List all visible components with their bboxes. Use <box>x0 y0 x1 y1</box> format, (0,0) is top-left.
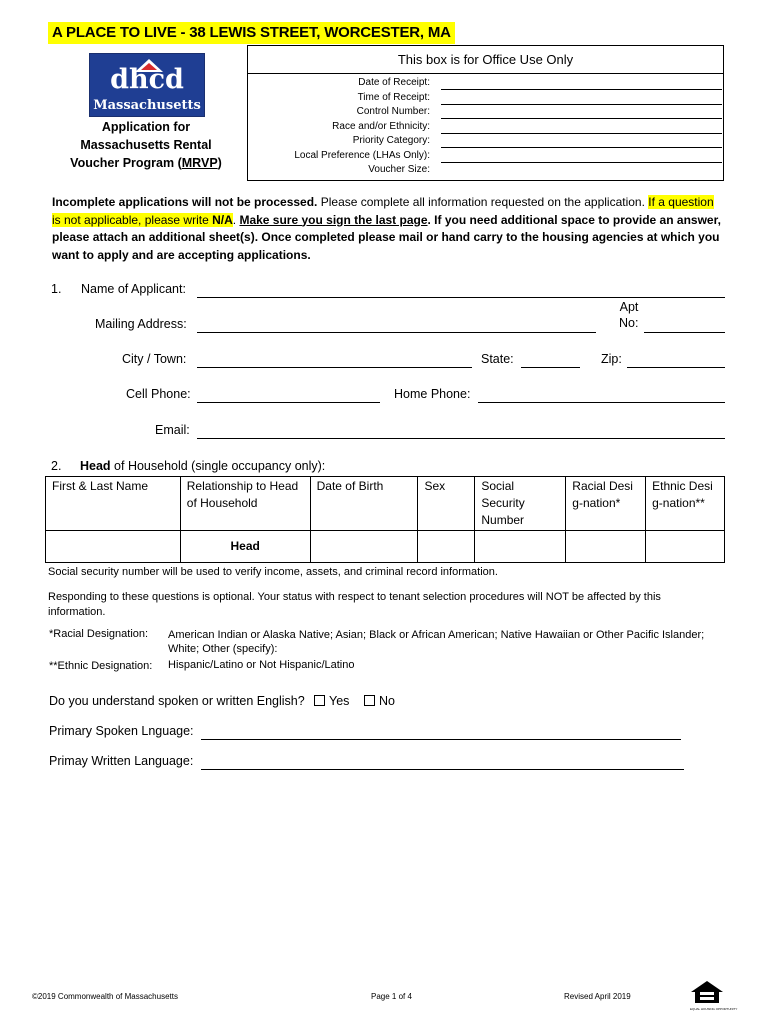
ssn-note: Social security number will be used to verify income, assets, and criminal record information. <box>48 566 498 578</box>
equal-housing-opportunity-logo <box>690 980 738 1014</box>
program-title-line1: Application for <box>101 120 191 134</box>
logo-subtitle: Massachusetts <box>93 98 201 113</box>
head-cell: Head <box>180 531 310 563</box>
zip-field[interactable] <box>627 367 725 368</box>
local-preference-field[interactable] <box>441 162 722 163</box>
dob-cell[interactable] <box>310 531 418 563</box>
email-label: Email: <box>155 423 190 437</box>
mailing-address-label: Mailing Address: <box>95 317 187 331</box>
section-number: 1. <box>51 282 62 296</box>
logo-word: dhcd <box>110 64 184 95</box>
office-field-label: Local Preference (LHAs Only): <box>294 150 430 161</box>
column-header: Relationship to Head of Household <box>180 477 310 531</box>
revised-date: Revised April 2019 <box>564 992 631 1001</box>
page-title: A PLACE TO LIVE - 38 LEWIS STREET, WORCESTER, MA <box>48 22 455 44</box>
office-field-label: Voucher Size: <box>368 164 430 175</box>
racial-designation-label: *Racial Designation: <box>49 628 149 640</box>
table-row <box>46 531 725 563</box>
section-number: 2. <box>51 459 62 473</box>
yes-checkbox[interactable] <box>314 695 325 706</box>
name-cell[interactable] <box>46 531 181 563</box>
office-field-label: Time of Receipt: <box>357 92 430 103</box>
control-number-field[interactable] <box>441 118 722 119</box>
no-option[interactable]: No <box>364 694 395 708</box>
city-town-label: City / Town: <box>122 352 187 366</box>
equal-housing-text: EQUAL HOUSING OPPORTUNITY <box>690 1007 738 1011</box>
sex-cell[interactable] <box>418 531 475 563</box>
instructions-paragraph: Incomplete applications will not be processed. Please complete all information requested on the application. If a question is not applicable, please write N/A. Make sure you sign the last page. If you need additional space to provide an answer, please attach an additional sheet(s). Once completed please mail or hand carry to the housing agencies at which you want to apply and are accepting applications. <box>52 195 721 262</box>
apt-label: Apt <box>619 300 639 314</box>
ethnic-cell[interactable] <box>646 531 725 563</box>
time-of-receipt-field[interactable] <box>441 104 722 105</box>
program-title <box>48 118 244 172</box>
yes-option[interactable]: Yes <box>314 694 349 708</box>
ssn-cell[interactable] <box>475 531 566 563</box>
office-field-label: Priority Category: <box>352 135 430 146</box>
priority-category-field[interactable] <box>441 147 722 148</box>
table-header-row <box>46 477 725 531</box>
primary-spoken-language-field[interactable] <box>201 739 681 740</box>
cell-phone-field[interactable] <box>197 402 380 403</box>
column-header: Date of Birth <box>310 477 418 531</box>
optional-note: Responding to these questions is optional. Your status with respect to tenant selection procedures will NOT be affected by this information. <box>48 591 661 618</box>
racial-cell[interactable] <box>566 531 646 563</box>
name-of-applicant-field[interactable] <box>197 297 725 298</box>
race-ethnicity-field[interactable] <box>441 133 722 134</box>
column-header: Social Security Number <box>475 477 566 531</box>
primary-written-language-label: Primay Written Language: <box>49 754 194 768</box>
date-of-receipt-field[interactable] <box>441 89 722 90</box>
no-checkbox[interactable] <box>364 695 375 706</box>
office-field-label: Date of Receipt: <box>358 77 430 88</box>
copyright-text: ©2019 Commonwealth of Massachusetts <box>32 992 178 1001</box>
ethnic-designation-text: Hispanic/Latino or Not Hispanic/Latino <box>168 659 355 671</box>
office-use-title: This box is for Office Use Only <box>397 52 574 67</box>
city-town-field[interactable] <box>197 367 472 368</box>
office-use-box <box>247 45 724 181</box>
dhcd-logo <box>89 53 205 117</box>
mailing-address-field[interactable] <box>197 332 596 333</box>
office-field-label: Race and/or Ethnicity: <box>332 121 430 132</box>
email-field[interactable] <box>197 438 725 439</box>
cell-phone-label: Cell Phone: <box>126 387 191 401</box>
zip-label: Zip: <box>601 352 622 366</box>
state-field[interactable] <box>521 367 580 368</box>
apt-no-field[interactable] <box>644 332 725 333</box>
name-of-applicant-label: Name of Applicant: <box>81 282 186 296</box>
apt-no-label: No: <box>619 316 639 330</box>
page-number: Page 1 of 4 <box>371 992 412 1001</box>
divider <box>248 73 723 74</box>
column-header: Racial Desig-nation* <box>566 477 646 531</box>
program-title-line2: Massachusetts Rental <box>80 138 212 152</box>
column-header: Ethnic Desig-nation** <box>646 477 725 531</box>
program-title-line3: Voucher Program (MRVP) <box>70 156 222 170</box>
column-header: Sex <box>418 477 475 531</box>
ethnic-designation-label: **Ethnic Designation: <box>49 660 153 672</box>
racial-designation-text: American Indian or Alaska Native; Asian; Black or African American; Native Hawaiian or Other Pacific Islander; White; Other (specify): <box>168 629 705 655</box>
office-field-label: Control Number: <box>356 106 430 117</box>
home-phone-field[interactable] <box>478 402 725 403</box>
home-phone-label: Home Phone: <box>394 387 471 401</box>
head-of-household-heading: Head of Household (single occupancy only): <box>80 459 326 473</box>
english-question: Do you understand spoken or written English? <box>49 694 305 708</box>
primary-written-language-field[interactable] <box>201 769 684 770</box>
primary-spoken-language-label: Primary Spoken Lnguage: <box>49 724 194 738</box>
state-label: State: <box>481 352 514 366</box>
head-of-household-table <box>45 476 725 563</box>
equal-housing-icon <box>690 980 724 1004</box>
column-header: First & Last Name <box>46 477 181 531</box>
